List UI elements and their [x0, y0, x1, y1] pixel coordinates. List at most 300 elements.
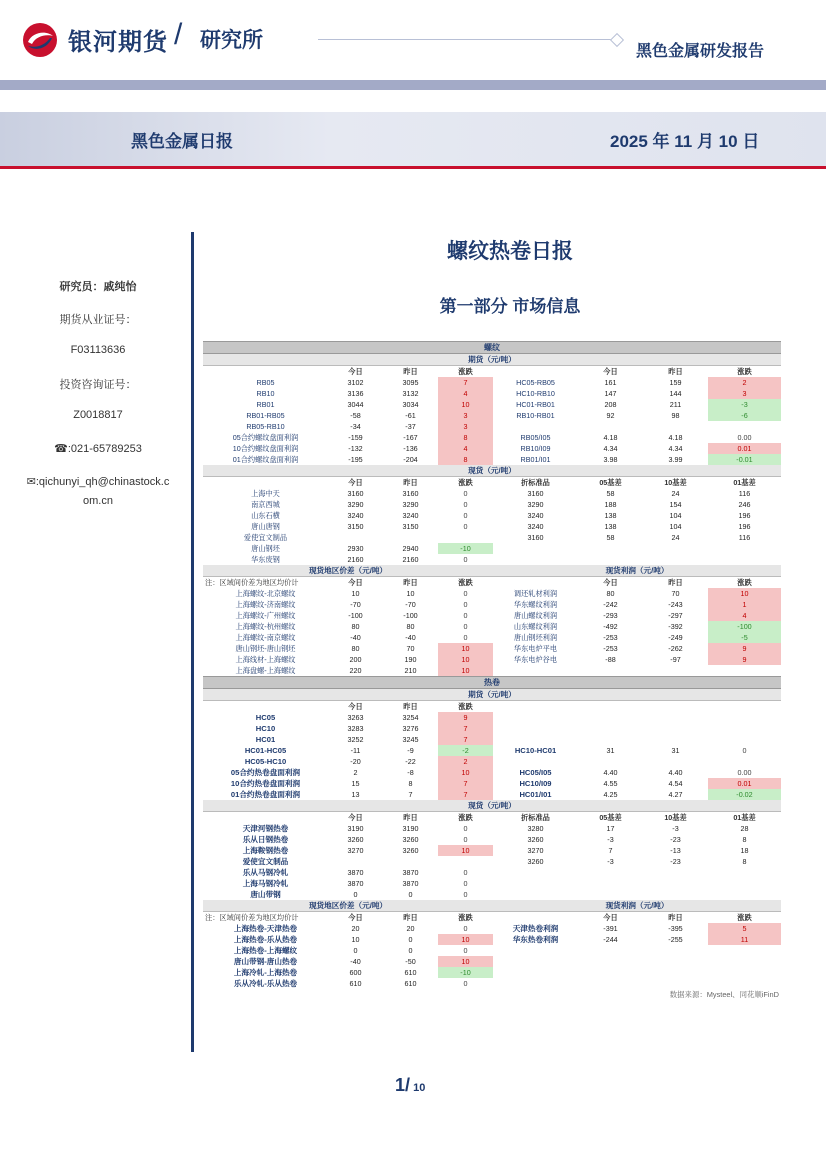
column-header-row	[203, 812, 781, 824]
table-row	[203, 778, 781, 789]
table-cell	[203, 812, 328, 824]
table-cell: 3290	[347, 499, 364, 509]
table-row	[203, 845, 781, 856]
table-cell: 05合约螺纹盘面利润	[232, 432, 299, 442]
table-row	[203, 377, 781, 388]
table-cell: 0	[463, 621, 468, 631]
table-cell: HC05-RB05	[516, 377, 555, 387]
brand-name: 银河期货	[68, 29, 168, 56]
table-cell: -40	[350, 632, 361, 642]
table-row	[203, 834, 781, 845]
table-cell: 0	[463, 632, 468, 642]
table-cell	[493, 878, 781, 889]
table-cell: 折标准品	[521, 812, 550, 822]
table-cell: 3270	[527, 845, 544, 855]
table-cell: -97	[670, 654, 681, 664]
table-cell: 3260	[402, 845, 419, 855]
table-cell: 4	[438, 388, 493, 399]
researcher-name: 研究员：戚纯怡	[59, 280, 137, 293]
table-cell: 今日	[603, 366, 618, 376]
table-cell: 05基差	[599, 477, 622, 487]
table-row	[203, 654, 781, 665]
table-cell	[203, 701, 328, 713]
table-cell: 2	[438, 756, 493, 767]
table-cell: 3870	[347, 867, 364, 877]
table-cell: 4	[438, 443, 493, 454]
table-cell: 4.27	[668, 789, 683, 799]
table-cell: 热卷	[203, 677, 781, 689]
table-cell	[328, 532, 383, 543]
table-cell: 乐从冷轧-乐从热卷	[233, 978, 298, 988]
table-cell: 3280	[527, 823, 544, 833]
table-cell: -100	[708, 621, 781, 632]
table-cell: 现货地区价差（元/吨）	[203, 900, 493, 912]
table-cell: -253	[603, 643, 618, 653]
table-cell: 2	[353, 767, 358, 777]
table-cell: 0	[463, 510, 468, 520]
table-cell: 0.00	[737, 432, 752, 442]
table-cell: 0	[463, 878, 468, 888]
table-cell	[493, 967, 781, 978]
table-cell: -391	[603, 923, 618, 933]
table-cell: 注：区域间价差为地区均价计	[205, 912, 299, 922]
table-cell: 3290	[527, 499, 544, 509]
table-cell: -167	[403, 432, 418, 442]
table-row	[203, 945, 781, 956]
table-cell: 2160	[402, 554, 419, 564]
table-cell: 4.18	[668, 432, 683, 442]
table-cell: 3160	[347, 488, 364, 498]
table-cell: 4.34	[603, 443, 618, 453]
table-cell: 3240	[527, 521, 544, 531]
table-row	[203, 410, 781, 421]
table-cell: -8	[407, 767, 414, 777]
table-cell	[493, 543, 781, 554]
table-cell: RB10/I09	[520, 443, 551, 453]
table-row	[203, 599, 781, 610]
table-cell: 9	[708, 654, 781, 665]
table-cell: 220	[349, 665, 362, 675]
table-cell	[493, 912, 578, 924]
header-rule	[318, 39, 618, 40]
table-cell: 昨日	[403, 812, 418, 822]
table-cell: 3263	[347, 712, 364, 722]
table-cell: 昨日	[403, 366, 418, 376]
table-cell: 涨跌	[737, 577, 752, 587]
table-cell: 10	[708, 588, 781, 599]
table-row	[203, 934, 781, 945]
table-cell: 211	[669, 399, 682, 409]
table-cell: 上海冷轧-上海热卷	[233, 967, 298, 977]
table-cell: 8	[438, 432, 493, 443]
table-cell	[493, 734, 781, 745]
table-cell	[578, 701, 643, 713]
table-cell: 3260	[402, 834, 419, 844]
table-cell: 涨跌	[737, 912, 752, 922]
table-cell: -0.02	[708, 789, 781, 800]
table-cell: 上海螺纹-南京螺纹	[235, 632, 296, 642]
table-cell: 涨跌	[458, 812, 473, 822]
table-cell: -61	[405, 410, 416, 420]
report-date: 2025 年 11 月 10 日	[610, 132, 760, 151]
table-cell: 3044	[347, 399, 364, 409]
series-title: 黑色金属日报	[131, 132, 233, 151]
table-cell: HC10	[255, 723, 276, 733]
table-cell: 70	[671, 588, 680, 598]
table-cell: -255	[668, 934, 683, 944]
table-cell: 188	[604, 499, 617, 509]
table-cell: 10	[438, 934, 493, 945]
table-cell: 92	[606, 410, 615, 420]
table-cell: 2930	[347, 543, 364, 553]
table-cell: -6	[708, 410, 781, 421]
section-title: 第一部分 市场信息	[439, 297, 581, 316]
table-cell: -0.01	[708, 454, 781, 465]
column-header-row	[203, 477, 781, 489]
table-cell	[328, 856, 383, 867]
table-cell: 现货利润（元/吨）	[493, 900, 781, 912]
table-cell: 调还轧材利润	[513, 588, 558, 598]
table-cell: 3240	[347, 510, 364, 520]
table-cell: 昨日	[668, 366, 683, 376]
table-cell: 3	[438, 410, 493, 421]
table-cell: 上海螺纹-杭州螺纹	[235, 621, 296, 631]
table-cell: 196	[738, 521, 751, 531]
table-cell: 数据来源：Mysteel、同花顺iFinD	[669, 989, 779, 999]
table-cell: 0	[463, 554, 468, 564]
email-line-2[interactable]: om.cn	[83, 495, 113, 507]
column-header-row	[203, 701, 781, 713]
table-cell: -195	[348, 454, 363, 464]
table-cell: 3254	[402, 712, 419, 722]
table-cell: RB01/I01	[520, 454, 551, 464]
table-cell: 9	[438, 712, 493, 723]
table-cell: 138	[604, 510, 617, 520]
table-cell: 3102	[347, 377, 364, 387]
email-line-1[interactable]: ✉:qichunyi_qh@chinastock.c	[26, 476, 170, 488]
table-cell: 0	[463, 610, 468, 620]
table-row	[203, 532, 781, 543]
table-cell: 3252	[347, 734, 364, 744]
table-cell: 涨跌	[458, 477, 473, 487]
table-cell: 10合约螺纹盘面利润	[232, 443, 299, 453]
table-cell: 天津河钢热卷	[242, 823, 289, 833]
table-cell: 7	[438, 778, 493, 789]
subsection-header	[203, 465, 781, 477]
table-cell	[493, 945, 781, 956]
table-row	[203, 510, 781, 521]
table-cell: 今日	[348, 477, 363, 487]
table-cell: -262	[668, 643, 683, 653]
table-cell: 3870	[347, 878, 364, 888]
table-cell: -392	[668, 621, 683, 631]
table-cell: 10	[351, 934, 360, 944]
table-row	[203, 856, 781, 867]
table-cell: 144	[669, 388, 682, 398]
table-cell: -10	[438, 967, 493, 978]
table-cell: 0	[463, 521, 468, 531]
column-header-row	[203, 912, 781, 924]
table-cell: 4.40	[668, 767, 683, 777]
table-cell: RB01-RB05	[246, 410, 285, 420]
table-cell: 上海中天	[251, 488, 280, 498]
table-row	[203, 543, 781, 554]
table-cell	[493, 554, 781, 565]
table-row	[203, 823, 781, 834]
table-cell: 24	[671, 532, 680, 542]
table-cell: 折标准品	[521, 477, 550, 487]
table-cell: -3	[607, 856, 614, 866]
table-cell: 104	[669, 510, 682, 520]
table-cell: 7	[608, 845, 613, 855]
table-cell	[493, 889, 781, 900]
table-cell: 10	[438, 665, 493, 677]
table-cell: 上海盘螺-上海螺纹	[235, 665, 296, 675]
table-cell: 3.99	[668, 454, 683, 464]
table-cell: 0	[408, 945, 413, 955]
table-cell: RB05	[256, 377, 275, 387]
table-cell: 0	[463, 499, 468, 509]
table-cell: RB05/I05	[520, 432, 551, 442]
subsection-header	[203, 354, 781, 366]
table-cell: 3150	[347, 521, 364, 531]
table-row	[203, 889, 781, 900]
license-number: F03113636	[70, 344, 126, 356]
table-cell: 唐山带钢	[250, 889, 281, 899]
table-cell	[708, 701, 781, 713]
table-cell: 今日	[348, 577, 363, 587]
table-cell: -22	[405, 756, 416, 766]
table-cell	[643, 701, 708, 713]
table-cell: -70	[350, 599, 361, 609]
table-cell: 3034	[402, 399, 419, 409]
table-cell: 上海螺纹-北京螺纹	[235, 588, 296, 598]
table-cell: 今日	[348, 701, 363, 711]
table-cell: -34	[350, 421, 361, 431]
table-cell	[383, 532, 438, 543]
table-cell: HC05-HC10	[244, 756, 287, 766]
table-row	[203, 665, 781, 677]
division-name: 研究所	[200, 29, 263, 52]
table-cell: 4.34	[668, 443, 683, 453]
column-header-row	[203, 577, 781, 589]
table-cell: HC01	[255, 734, 276, 744]
diamond-icon	[610, 33, 624, 47]
table-cell: 唐山钢坯-唐山钢坯	[235, 643, 296, 653]
table-cell: 116	[738, 532, 751, 542]
table-cell: 210	[404, 665, 417, 675]
table-cell: 18	[740, 845, 749, 855]
table-cell: -40	[405, 632, 416, 642]
table-cell: 今日	[603, 577, 618, 587]
table-cell: -23	[670, 834, 681, 844]
table-cell: 05基差	[599, 812, 622, 822]
table-cell: 0	[463, 588, 468, 598]
table-cell: 600	[349, 967, 362, 977]
table-cell: 9	[708, 643, 781, 654]
table-cell: 0	[463, 889, 468, 899]
table-cell: -293	[603, 610, 618, 620]
table-cell: 0	[353, 889, 358, 899]
table-cell: 昨日	[668, 912, 683, 922]
table-row	[203, 632, 781, 643]
table-cell: 3260	[347, 834, 364, 844]
table-cell: 11	[708, 934, 781, 945]
table-cell: 20	[351, 923, 360, 933]
table-cell: 7	[438, 377, 493, 388]
table-cell: -9	[407, 745, 414, 755]
table-cell: 3260	[527, 834, 544, 844]
table-row	[203, 712, 781, 723]
table-cell: 3	[438, 421, 493, 432]
table-cell	[493, 577, 578, 589]
table-cell: 10	[351, 588, 360, 598]
table-cell: 147	[604, 388, 617, 398]
table-cell: 今日	[348, 912, 363, 922]
table-cell: 10	[438, 845, 493, 856]
table-cell: 涨跌	[458, 577, 473, 587]
table-cell: -2	[438, 745, 493, 756]
table-cell: 4	[708, 610, 781, 621]
table-cell: -492	[603, 621, 618, 631]
table-cell: 华东电炉谷电	[513, 654, 558, 664]
table-cell: 期货（元/吨）	[203, 689, 781, 701]
table-cell: -253	[603, 632, 618, 642]
table-cell: 190	[404, 654, 417, 664]
table-cell: -50	[405, 956, 416, 966]
table-cell: 10基差	[664, 812, 687, 822]
table-cell: 10	[406, 588, 415, 598]
table-cell: 3283	[347, 723, 364, 733]
table-cell: 98	[671, 410, 680, 420]
table-cell: 58	[606, 532, 615, 542]
advisor-label: 投资咨询证号：	[59, 378, 137, 391]
table-row	[203, 499, 781, 510]
table-cell: 上海螺纹-济南螺纹	[235, 599, 296, 609]
table-cell: -3	[708, 399, 781, 410]
table-cell: 0	[463, 945, 468, 955]
table-cell: 天津热卷利润	[512, 923, 559, 933]
table-cell: 注：区域间价差为地区均价计	[205, 577, 299, 587]
table-cell: -11	[350, 745, 361, 755]
subsection-header	[203, 800, 781, 812]
table-cell: 乐从马钢冷轧	[242, 867, 289, 877]
table-cell: 161	[604, 377, 617, 387]
table-cell	[493, 956, 781, 967]
table-cell	[493, 978, 781, 989]
table-cell: 现货（元/吨）	[203, 465, 781, 477]
table-row	[203, 745, 781, 756]
table-cell: -88	[605, 654, 616, 664]
table-cell: -159	[348, 432, 363, 442]
table-cell	[383, 856, 438, 867]
table-cell: 10	[438, 767, 493, 778]
table-cell	[493, 366, 578, 378]
table-cell	[493, 723, 781, 734]
subsection-header	[203, 689, 781, 701]
table-cell: 唐山带钢-唐山热卷	[233, 956, 298, 966]
table-cell: 1	[708, 599, 781, 610]
table-cell: 0	[408, 934, 413, 944]
title-band-rule	[0, 166, 826, 169]
table-cell: 现货地区价差（元/吨）	[203, 565, 493, 577]
table-cell: 期货（元/吨）	[203, 354, 781, 366]
table-cell: 4.25	[603, 789, 618, 799]
table-cell: HC01-RB01	[516, 399, 555, 409]
table-cell: -242	[603, 599, 618, 609]
table-row	[203, 867, 781, 878]
table-cell: HC10/I09	[519, 778, 552, 788]
table-cell: 24	[671, 488, 680, 498]
table-cell: -58	[350, 410, 361, 420]
table-cell: 3190	[402, 823, 419, 833]
table-cell: 7	[408, 789, 413, 799]
table-cell: -23	[670, 856, 681, 866]
table-cell: 今日	[348, 812, 363, 822]
table-cell: -395	[668, 923, 683, 933]
table-cell: 3.98	[603, 454, 618, 464]
table-cell: 唐山钢坯	[251, 543, 280, 553]
table-row	[203, 443, 781, 454]
table-cell: 唐山唐钢	[251, 521, 280, 531]
table-row	[203, 723, 781, 734]
section-header	[203, 677, 781, 689]
table-cell: 3276	[402, 723, 419, 733]
table-row	[203, 643, 781, 654]
table-cell	[203, 477, 328, 489]
license-label: 期货从业证号：	[59, 313, 137, 326]
document-title: 螺纹热卷日报	[447, 240, 573, 263]
table-cell: -20	[350, 756, 361, 766]
table-cell: 2160	[347, 554, 364, 564]
phone-number: ☎:021-65789253	[54, 443, 142, 455]
table-cell: HC05	[255, 712, 276, 722]
subsection-header	[203, 900, 781, 912]
table-cell: 上海螺纹-广州螺纹	[235, 610, 296, 620]
table-cell: 10基差	[664, 477, 687, 487]
table-row	[203, 923, 781, 934]
table-cell: 山东螺纹利润	[513, 621, 558, 631]
table-cell: -297	[668, 610, 683, 620]
table-cell: 3870	[402, 878, 419, 888]
table-cell: 01合约热卷盘面利润	[230, 789, 301, 799]
table-cell: 3870	[402, 867, 419, 877]
table-cell: 0	[463, 978, 468, 988]
table-cell: 昨日	[403, 577, 418, 587]
table-cell: 17	[606, 823, 615, 833]
table-cell: 10	[438, 956, 493, 967]
table-cell: 3160	[527, 532, 544, 542]
table-cell: 涨跌	[458, 912, 473, 922]
table-row	[203, 488, 781, 499]
table-cell: 昨日	[668, 577, 683, 587]
table-cell: -10	[438, 543, 493, 554]
table-cell: HC05/I05	[519, 767, 552, 777]
table-cell: RB10-RB01	[516, 410, 555, 420]
table-cell: 0.00	[737, 767, 752, 777]
table-cell	[493, 421, 781, 432]
table-row	[203, 554, 781, 565]
table-cell: 华东电炉平电	[513, 643, 558, 653]
table-cell: 现货（元/吨）	[203, 800, 781, 812]
table-cell: 今日	[348, 366, 363, 376]
table-cell: 01基差	[733, 812, 756, 822]
table-cell: 80	[351, 621, 360, 631]
table-cell	[493, 701, 578, 713]
table-cell: HC10-HC01	[514, 745, 557, 755]
table-cell: 2940	[402, 543, 419, 553]
table-cell: 唐山钢坯利润	[513, 632, 558, 642]
